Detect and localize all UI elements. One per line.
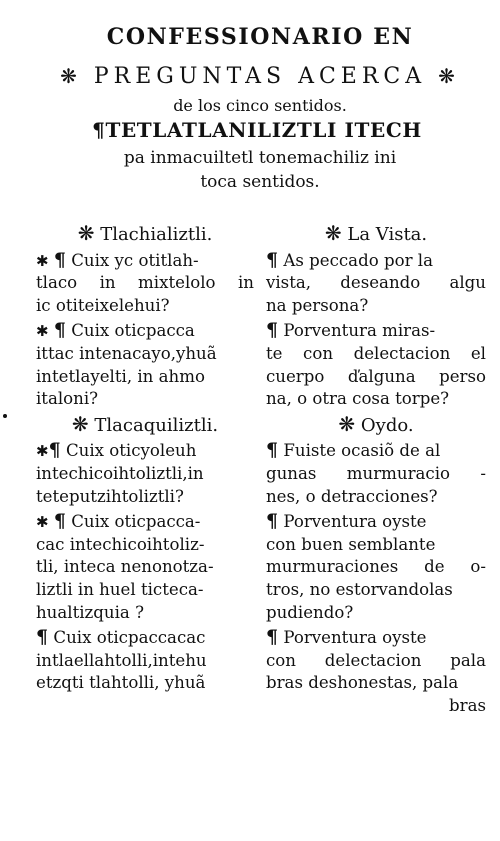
text-line: intechicoihtoliztli,in [36,463,204,483]
ornament-icon: ❋ [338,411,356,436]
text-line: ittac intenacayo,yhuã [36,343,217,363]
margin-mark [3,414,7,418]
ornament-icon: ❋ [324,221,342,245]
pilcrow-icon: ¶ [53,248,66,271]
text-line: te con delectacion el [266,343,486,363]
text-line: bras deshonestas, pala [266,673,459,693]
pilcrow-icon: ¶ [266,510,279,533]
pilcrow-icon: ¶ [53,510,66,533]
catchword: bras [449,695,486,715]
text-line: cac intechicoihtoliz- [36,534,205,554]
ornament-icon: ❋ [77,221,95,245]
text-line: pudiendo? [266,602,354,622]
text-line: intlaellahtolli,intehu [36,650,207,670]
text-line: ¶ As peccado por la [266,248,433,271]
subtitle-spanish: de los cinco sentidos. [173,96,347,115]
section-heading [36,222,254,247]
text-line: hualtizquia ? [36,602,144,622]
text-line: cuerpo ďalguna perso [266,366,486,386]
text-line: vista, deseando algu [266,273,486,293]
section-heading [266,413,486,438]
text-line: ✱ ¶ Cuix oticpacca [36,319,195,342]
ornament-icon: ❋ [71,411,89,436]
question-paragraph [36,626,254,695]
section-heading-text: Oydo. [360,414,414,436]
nahuatl-heading-line2: pa inmacuiltetl tonemachiliz ini [123,148,397,168]
pilcrow-icon: ¶ [266,626,279,649]
right-column [266,222,486,719]
asterisk-icon: ✱ [36,251,49,270]
question-paragraph [266,626,486,717]
text-line: teteputzihtoliztli? [36,486,184,506]
text-line: ic otiteixelehui? [36,295,170,315]
question-paragraph [266,249,486,318]
text-line: na, o otra cosa torpe? [266,389,450,409]
asterisk-icon: ✱ [36,322,49,341]
text-line: ¶ Fuiste ocasiõ de al [266,439,441,462]
text-line: ¶ Porventura oyste [266,510,427,533]
question-paragraph [266,319,486,410]
text-line: con delectacion pala [266,650,486,670]
question-paragraph [36,249,254,318]
text-line: italoni? [36,389,99,409]
text-line: murmuraciones de o- [266,557,486,577]
text-line: tros, no estorvandolas [266,579,453,599]
section-heading-text: Tlacaquiliztli. [94,414,219,436]
text-line: ¶ Porventura miras- [266,319,436,342]
ornament-icon: ❋ [60,64,82,88]
question-paragraph [36,439,254,508]
page-title: CONFESSIONARIO EN [106,24,414,50]
text-line: ¶ Cuix oticpaccacac [36,626,206,649]
section-heading-text: La Vista. [347,224,428,245]
question-paragraph [36,510,254,624]
text-line: tli, inteca nenonotza- [36,557,214,577]
nahuatl-heading-line3: toca sentidos. [200,172,320,192]
subtitle-line [40,64,480,89]
left-column [36,222,254,697]
subtitle-text: PREGUNTAS ACERCA [93,64,427,89]
section-heading [266,222,486,247]
text-line: nes, o detracciones? [266,486,438,506]
asterisk-icon: ✱ [36,513,49,532]
text-line: ✱ ¶ Cuix oticpacca- [36,510,201,533]
pilcrow-icon: ¶ [53,319,66,342]
text-line: gunas murmuracio - [266,463,486,483]
pilcrow-icon: ¶ [36,626,49,649]
section-heading [36,413,254,438]
text-line: na persona? [266,295,369,315]
text-line: tlaco in mixtelolo in [36,273,254,293]
text-line: ✱ ¶ Cuix yc otitlah- [36,248,199,271]
pilcrow-icon: ¶ [266,248,279,271]
pilcrow-icon: ¶ [48,439,61,462]
ornament-icon: ❋ [438,64,460,88]
text-line: con buen semblante [266,534,436,554]
question-paragraph [36,319,254,410]
text-line: etzqti tlahtolli, yhuã [36,673,206,693]
section-heading-text: Tlachializtli. [100,224,213,245]
nahuatl-heading: ¶TETLATLANILIZTLI ITECH [92,118,422,142]
text-line: ¶ Porventura oyste [266,626,427,649]
question-paragraph [266,510,486,624]
text-line: ✱¶ Cuix oticyoleuh [36,439,197,462]
question-paragraph [266,439,486,508]
asterisk-icon: ✱ [36,442,49,461]
pilcrow-icon: ¶ [266,439,279,462]
text-line: liztli in huel tictecа- [36,579,204,599]
pilcrow-icon: ¶ [266,319,279,342]
text-line: intetlayelti, in ahmo [36,366,205,386]
